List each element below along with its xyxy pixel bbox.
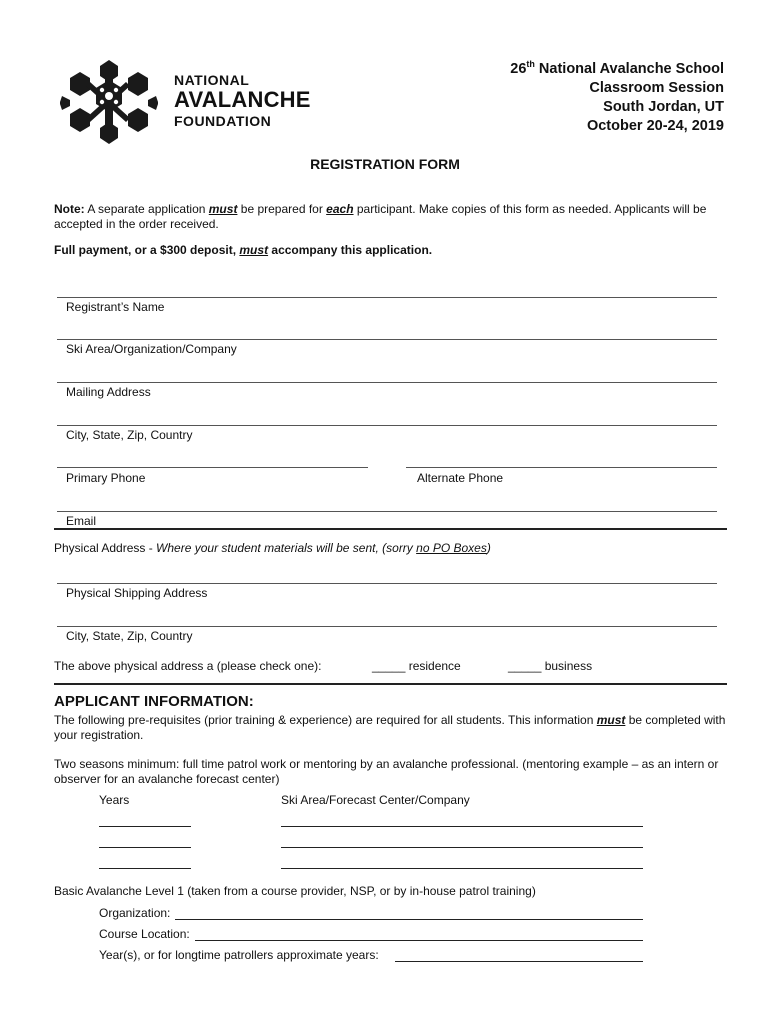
mailing-address-label: Mailing Address (66, 385, 151, 399)
logo-line-foundation: FOUNDATION (174, 113, 272, 129)
shipping-address-label: Physical Shipping Address (66, 586, 208, 600)
course-location-line[interactable] (195, 940, 643, 941)
email-line[interactable] (57, 511, 717, 512)
company-column-header: Ski Area/Forecast Center/Company (281, 793, 470, 807)
shipping-address-line[interactable] (57, 583, 717, 584)
years-approx-label: Year(s), or for longtime patrollers approximate years: (99, 948, 379, 962)
registrant-name-line[interactable] (57, 297, 717, 298)
payment-paragraph: Full payment, or a $300 deposit, must accompany this application. (54, 243, 433, 257)
form-title: REGISTRATION FORM (310, 156, 460, 172)
applicant-info-heading: APPLICANT INFORMATION: (54, 693, 254, 710)
city-state-zip-label: City, State, Zip, Country (66, 428, 193, 442)
prerequisites-paragraph: The following pre-requisites (prior training & experience) are required for all students. This information must be completed with your registration. (54, 713, 726, 742)
note-paragraph: Note: A separate application must be prepared for each participant. Make copies of this form as needed. Applicants will be accepted in the order received. (54, 202, 707, 231)
organization-line[interactable] (57, 339, 717, 340)
years-column-header: Years (99, 793, 130, 807)
business-option[interactable]: _____ business (508, 659, 593, 673)
two-seasons-paragraph: Two seasons minimum: full time patrol work or mentoring by an avalanche professional. (mentoring example – as an intern or observer for an avalanche forecast center) (54, 757, 719, 786)
email-label: Email (66, 514, 97, 528)
company-line-1[interactable] (281, 826, 643, 827)
event-session: Classroom Session (589, 79, 724, 96)
registrant-name-label: Registrant’s Name (66, 300, 165, 314)
years-line-3[interactable] (99, 868, 191, 869)
physical-address-intro: Physical Address - Where your student materials will be sent, (sorry no PO Boxes) (54, 541, 491, 555)
event-header (510, 55, 724, 136)
mailing-address-line[interactable] (57, 382, 717, 383)
alternate-phone-line[interactable] (406, 467, 717, 468)
national-avalanche-foundation-logo (60, 60, 311, 144)
event-name: 26th National Avalanche School (510, 59, 724, 77)
primary-phone-line[interactable] (57, 467, 368, 468)
level1-prompt: Basic Avalanche Level 1 (taken from a course provider, NSP, or by in-house patrol training) (54, 884, 536, 898)
city-state-zip-line[interactable] (57, 425, 717, 426)
event-location: South Jordan, UT (603, 98, 724, 115)
section-divider-2 (54, 683, 727, 685)
course-location-label: Course Location: (99, 927, 190, 941)
years-line-2[interactable] (99, 847, 191, 848)
organization-label: Ski Area/Organization/Company (66, 342, 237, 356)
snowflake-icon (60, 60, 158, 144)
logo-line-national: NATIONAL (174, 72, 250, 88)
address-type-prompt: The above physical address a (please check one): (54, 659, 322, 673)
logo-line-avalanche: AVALANCHE (174, 87, 311, 112)
shipping-city-line[interactable] (57, 626, 717, 627)
organization-line-2[interactable] (175, 919, 643, 920)
company-line-2[interactable] (281, 847, 643, 848)
organization-label-2: Organization: (99, 906, 171, 920)
section-divider (54, 528, 727, 530)
years-line-1[interactable] (99, 826, 191, 827)
alternate-phone-label: Alternate Phone (417, 471, 504, 485)
residence-option[interactable]: _____ residence (372, 659, 461, 673)
company-line-3[interactable] (281, 868, 643, 869)
event-dates: October 20-24, 2019 (586, 117, 724, 134)
years-approx-line[interactable] (395, 961, 643, 962)
primary-phone-label: Primary Phone (66, 471, 146, 485)
shipping-city-label: City, State, Zip, Country (66, 629, 193, 643)
